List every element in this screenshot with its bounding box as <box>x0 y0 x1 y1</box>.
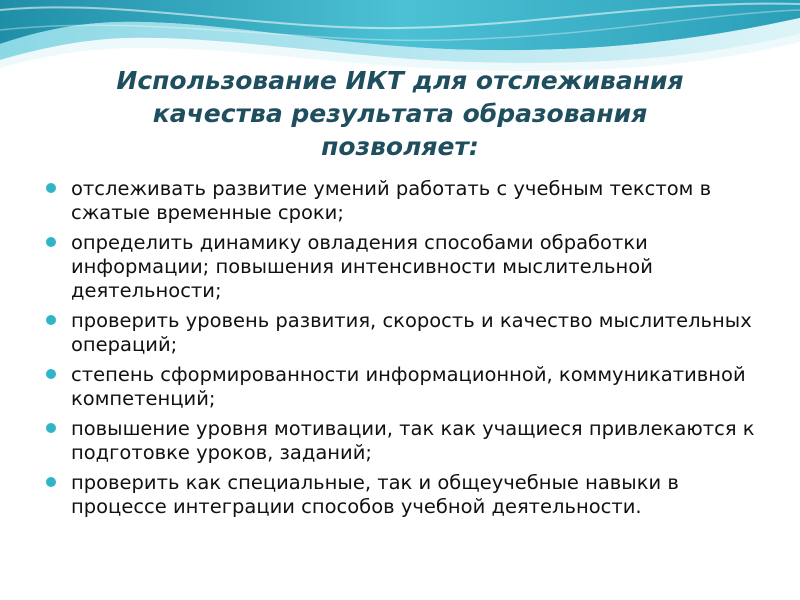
bullet-dot-icon <box>46 315 56 325</box>
bullet-text: отслеживать развитие умений работать с учебным текстом в сжатые временные сроки; <box>71 177 712 224</box>
bullet-dot-icon <box>46 369 56 379</box>
bullet-dot-icon <box>46 477 56 487</box>
bullet-text: повышение уровня мотивации, так как учащиеся привлекаются к подготовке уроков, заданий; <box>71 417 755 464</box>
bullet-item <box>46 177 776 225</box>
title-line: качества результата образования <box>152 99 648 128</box>
bullet-dot-icon <box>46 183 56 193</box>
bullet-text: определить динамику овладения способами обработки информации; повышения интенсивности мыслительной деятельности; <box>71 231 653 302</box>
title-line: Использование ИКТ для отслеживания <box>116 66 684 95</box>
bullet-text: проверить как специальные, так и общеучебные навыки в процессе интеграции способов учебной деятельности. <box>71 471 679 518</box>
bullet-item <box>46 363 776 411</box>
bullet-text: степень сформированности информационной, коммуникативной компетенций; <box>71 363 746 410</box>
bullet-item <box>46 231 776 303</box>
bullet-item <box>46 309 776 357</box>
bullet-text: проверить уровень развития, скорость и качество мыслительных операций; <box>71 309 752 356</box>
bullet-item <box>46 417 776 465</box>
bullet-list <box>46 177 776 525</box>
bullet-dot-icon <box>46 237 56 247</box>
slide-title <box>40 64 760 163</box>
bullet-dot-icon <box>46 423 56 433</box>
bullet-item <box>46 471 776 519</box>
title-line: позволяет: <box>321 132 479 161</box>
